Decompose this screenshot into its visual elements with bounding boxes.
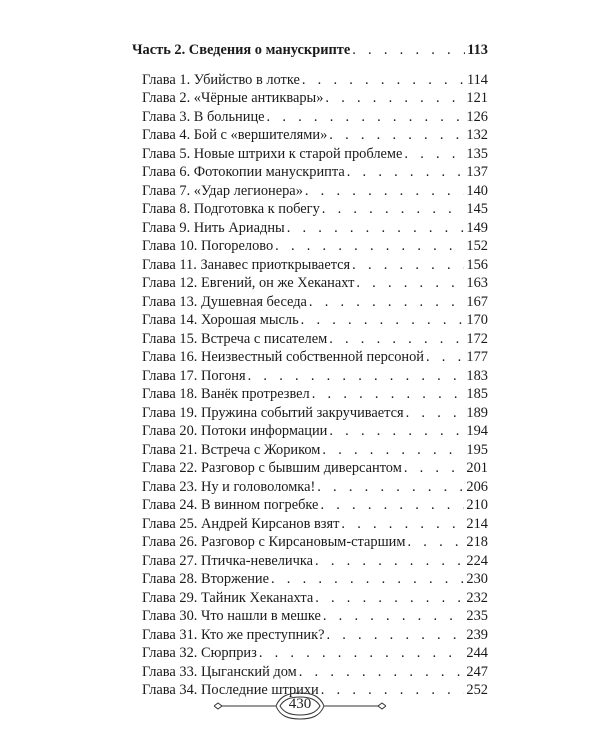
dot-leader: [309, 293, 464, 312]
dot-leader: [315, 552, 464, 571]
dot-leader: [352, 256, 464, 275]
toc-entry[interactable]: [132, 163, 488, 182]
chapter-title: Глава 11. Занавес приоткрывается: [142, 256, 351, 273]
toc-part-heading[interactable]: [132, 41, 488, 60]
chapter-title: Глава 32. Сюрприз: [142, 645, 257, 661]
chapter-title: Глава 22. Разговор с бывшим диверсантом: [142, 460, 402, 476]
dot-leader: [317, 478, 464, 497]
dot-leader: [275, 237, 464, 256]
toc-entry[interactable]: [132, 237, 488, 256]
chapter-title: Глава 31. Кто же преступник?: [142, 626, 325, 643]
chapter-title: Глава 34. Последние штрихи: [142, 682, 319, 698]
toc-entry[interactable]: [132, 607, 488, 626]
chapter-title: Глава 29. Тайник Хеканахта: [142, 589, 314, 606]
chapter-title: Глава 30. Что нашли в мешке: [142, 608, 321, 624]
toc-entry[interactable]: [132, 293, 488, 312]
dot-leader: [301, 311, 465, 330]
dot-leader: [406, 404, 465, 423]
toc-entry[interactable]: [132, 644, 488, 663]
dot-leader: [322, 441, 464, 460]
toc-entry[interactable]: [132, 256, 488, 275]
dot-leader: [326, 626, 464, 645]
dot-leader: [287, 219, 465, 238]
chapter-page-number: 252: [466, 682, 488, 698]
toc-entry[interactable]: [132, 422, 488, 441]
dot-leader: [356, 274, 464, 293]
toc-entry[interactable]: [132, 570, 488, 589]
chapter-title: Глава 7. «Удар легионера»: [142, 182, 303, 199]
chapter-title: Глава 27. Птичка-невеличка: [142, 552, 314, 569]
chapter-page-number: 214: [466, 515, 488, 532]
dot-leader: [426, 348, 464, 367]
chapter-title: Глава 23. Ну и головоломка!: [142, 478, 316, 495]
chapter-title: Глава 9. Нить Ариадны: [142, 219, 285, 236]
toc-entry[interactable]: [132, 515, 488, 534]
dot-leader: [329, 330, 464, 349]
chapter-page-number: 210: [466, 497, 488, 513]
chapter-page-number: 172: [466, 330, 488, 347]
dot-leader: [341, 515, 464, 534]
chapter-title: Глава 21. Встреча с Жориком: [142, 441, 321, 458]
toc-entry[interactable]: [132, 274, 488, 293]
chapter-page-number: 135: [466, 145, 488, 162]
toc-entry[interactable]: [132, 311, 488, 330]
dot-leader: [323, 607, 465, 626]
chapter-title: Глава 33. Цыганский дом: [142, 663, 297, 680]
toc-entry[interactable]: [132, 367, 488, 386]
chapter-title: Глава 16. Неизвестный собственной персоной: [142, 349, 424, 365]
chapter-page-number: 137: [466, 164, 488, 180]
table-of-contents: [132, 41, 488, 700]
chapter-page-number: 247: [466, 663, 488, 680]
chapter-page-number: 167: [466, 293, 488, 310]
dot-leader: [271, 570, 464, 589]
dot-leader: [404, 145, 464, 164]
toc-entry[interactable]: [132, 145, 488, 164]
toc-entry[interactable]: [132, 89, 488, 108]
toc-entry[interactable]: [132, 108, 488, 127]
dot-leader: [404, 459, 465, 478]
dot-leader: [312, 385, 465, 404]
chapter-page-number: 239: [466, 626, 488, 643]
chapter-page-number: 183: [466, 367, 488, 384]
chapter-page-number: 170: [466, 312, 488, 328]
toc-entry[interactable]: [132, 663, 488, 682]
chapter-title: Глава 26. Разговор с Кирсановым-старшим: [142, 534, 406, 550]
toc-entry[interactable]: [132, 589, 488, 608]
chapter-title: Глава 2. «Чёрные антиквары»: [142, 90, 324, 106]
chapter-page-number: 177: [466, 349, 488, 365]
dot-leader: [267, 108, 465, 127]
dot-leader: [299, 663, 465, 682]
toc-entry[interactable]: [132, 404, 488, 423]
part-title: Часть 2. Сведения о манускрипте: [132, 42, 351, 58]
toc-entry[interactable]: [132, 71, 488, 90]
toc-entry[interactable]: [132, 626, 488, 645]
chapter-page-number: 230: [466, 571, 488, 587]
toc-entry[interactable]: [132, 441, 488, 460]
dot-leader: [347, 163, 465, 182]
chapter-title: Глава 5. Новые штрихи к старой проблеме: [142, 145, 403, 162]
toc-entry[interactable]: [132, 459, 488, 478]
chapter-title: Глава 14. Хорошая мысль: [142, 312, 299, 328]
chapter-page-number: 121: [466, 90, 488, 106]
chapter-page-number: 185: [466, 386, 488, 402]
dot-leader: [329, 126, 464, 145]
toc-entry[interactable]: [132, 348, 488, 367]
chapter-page-number: 244: [466, 645, 488, 661]
dot-leader: [305, 182, 465, 201]
toc-entry[interactable]: [132, 126, 488, 145]
toc-entry[interactable]: [132, 533, 488, 552]
chapter-page-number: 114: [466, 71, 488, 88]
chapter-page-number: 218: [466, 534, 488, 550]
toc-entry[interactable]: [132, 182, 488, 201]
dot-leader: [259, 644, 465, 663]
toc-entry[interactable]: [132, 478, 488, 497]
chapter-title: Глава 13. Душевная беседа: [142, 293, 307, 310]
chapter-title: Глава 12. Евгений, он же Хеканахт: [142, 275, 355, 291]
chapter-title: Глава 4. Бой с «вершителями»: [142, 127, 328, 143]
chapter-title: Глава 10. Погорелово: [142, 238, 274, 254]
dot-leader: [315, 589, 464, 608]
chapter-title: Глава 24. В винном погребке: [142, 497, 319, 513]
chapter-list: [132, 71, 488, 700]
chapter-title: Глава 15. Встреча с писателем: [142, 330, 328, 347]
chapter-title: Глава 28. Вторжение: [142, 571, 269, 587]
dot-leader: [325, 89, 464, 108]
chapter-title: Глава 6. Фотокопии манускрипта: [142, 164, 345, 180]
chapter-page-number: 194: [466, 423, 488, 439]
chapter-title: Глава 25. Андрей Кирсанов взят: [142, 515, 340, 532]
chapter-title: Глава 18. Ванёк протрезвел: [142, 386, 310, 402]
page-number: 430: [288, 696, 312, 712]
dot-leader: [322, 200, 465, 219]
dot-leader: [408, 533, 465, 552]
toc-entry[interactable]: [132, 552, 488, 571]
chapter-title: Глава 19. Пружина событий закручивается: [142, 404, 404, 421]
chapter-page-number: 206: [466, 478, 488, 495]
part-page-number: 113: [467, 42, 488, 58]
chapter-page-number: 149: [466, 219, 488, 236]
chapter-title: Глава 20. Потоки информации: [142, 423, 328, 439]
dot-leader: [302, 71, 465, 90]
chapter-page-number: 140: [466, 182, 488, 199]
toc-entry[interactable]: [132, 219, 488, 238]
dot-leader: [329, 422, 464, 441]
chapter-page-number: 235: [466, 608, 488, 624]
chapter-page-number: 232: [466, 589, 488, 606]
dot-leader: [352, 41, 465, 60]
toc-entry[interactable]: [132, 330, 488, 349]
chapter-page-number: 132: [466, 127, 488, 143]
toc-entry[interactable]: [132, 385, 488, 404]
chapter-page-number: 189: [466, 404, 488, 421]
chapter-page-number: 126: [466, 108, 488, 125]
chapter-title: Глава 8. Подготовка к побегу: [142, 201, 320, 217]
page-footer: [0, 688, 600, 722]
toc-entry[interactable]: [132, 496, 488, 515]
chapter-page-number: 201: [466, 460, 488, 476]
chapter-title: Глава 3. В больнице: [142, 108, 265, 125]
toc-entry[interactable]: [132, 200, 488, 219]
chapter-page-number: 195: [466, 441, 488, 458]
chapter-page-number: 163: [466, 275, 488, 291]
chapter-page-number: 156: [466, 256, 488, 273]
dot-leader: [320, 496, 464, 515]
chapter-page-number: 152: [466, 238, 488, 254]
chapter-title: Глава 1. Убийство в лотке: [142, 71, 300, 88]
dot-leader: [248, 367, 465, 386]
chapter-page-number: 224: [466, 552, 488, 569]
chapter-title: Глава 17. Погоня: [142, 367, 246, 384]
chapter-page-number: 145: [466, 201, 488, 217]
